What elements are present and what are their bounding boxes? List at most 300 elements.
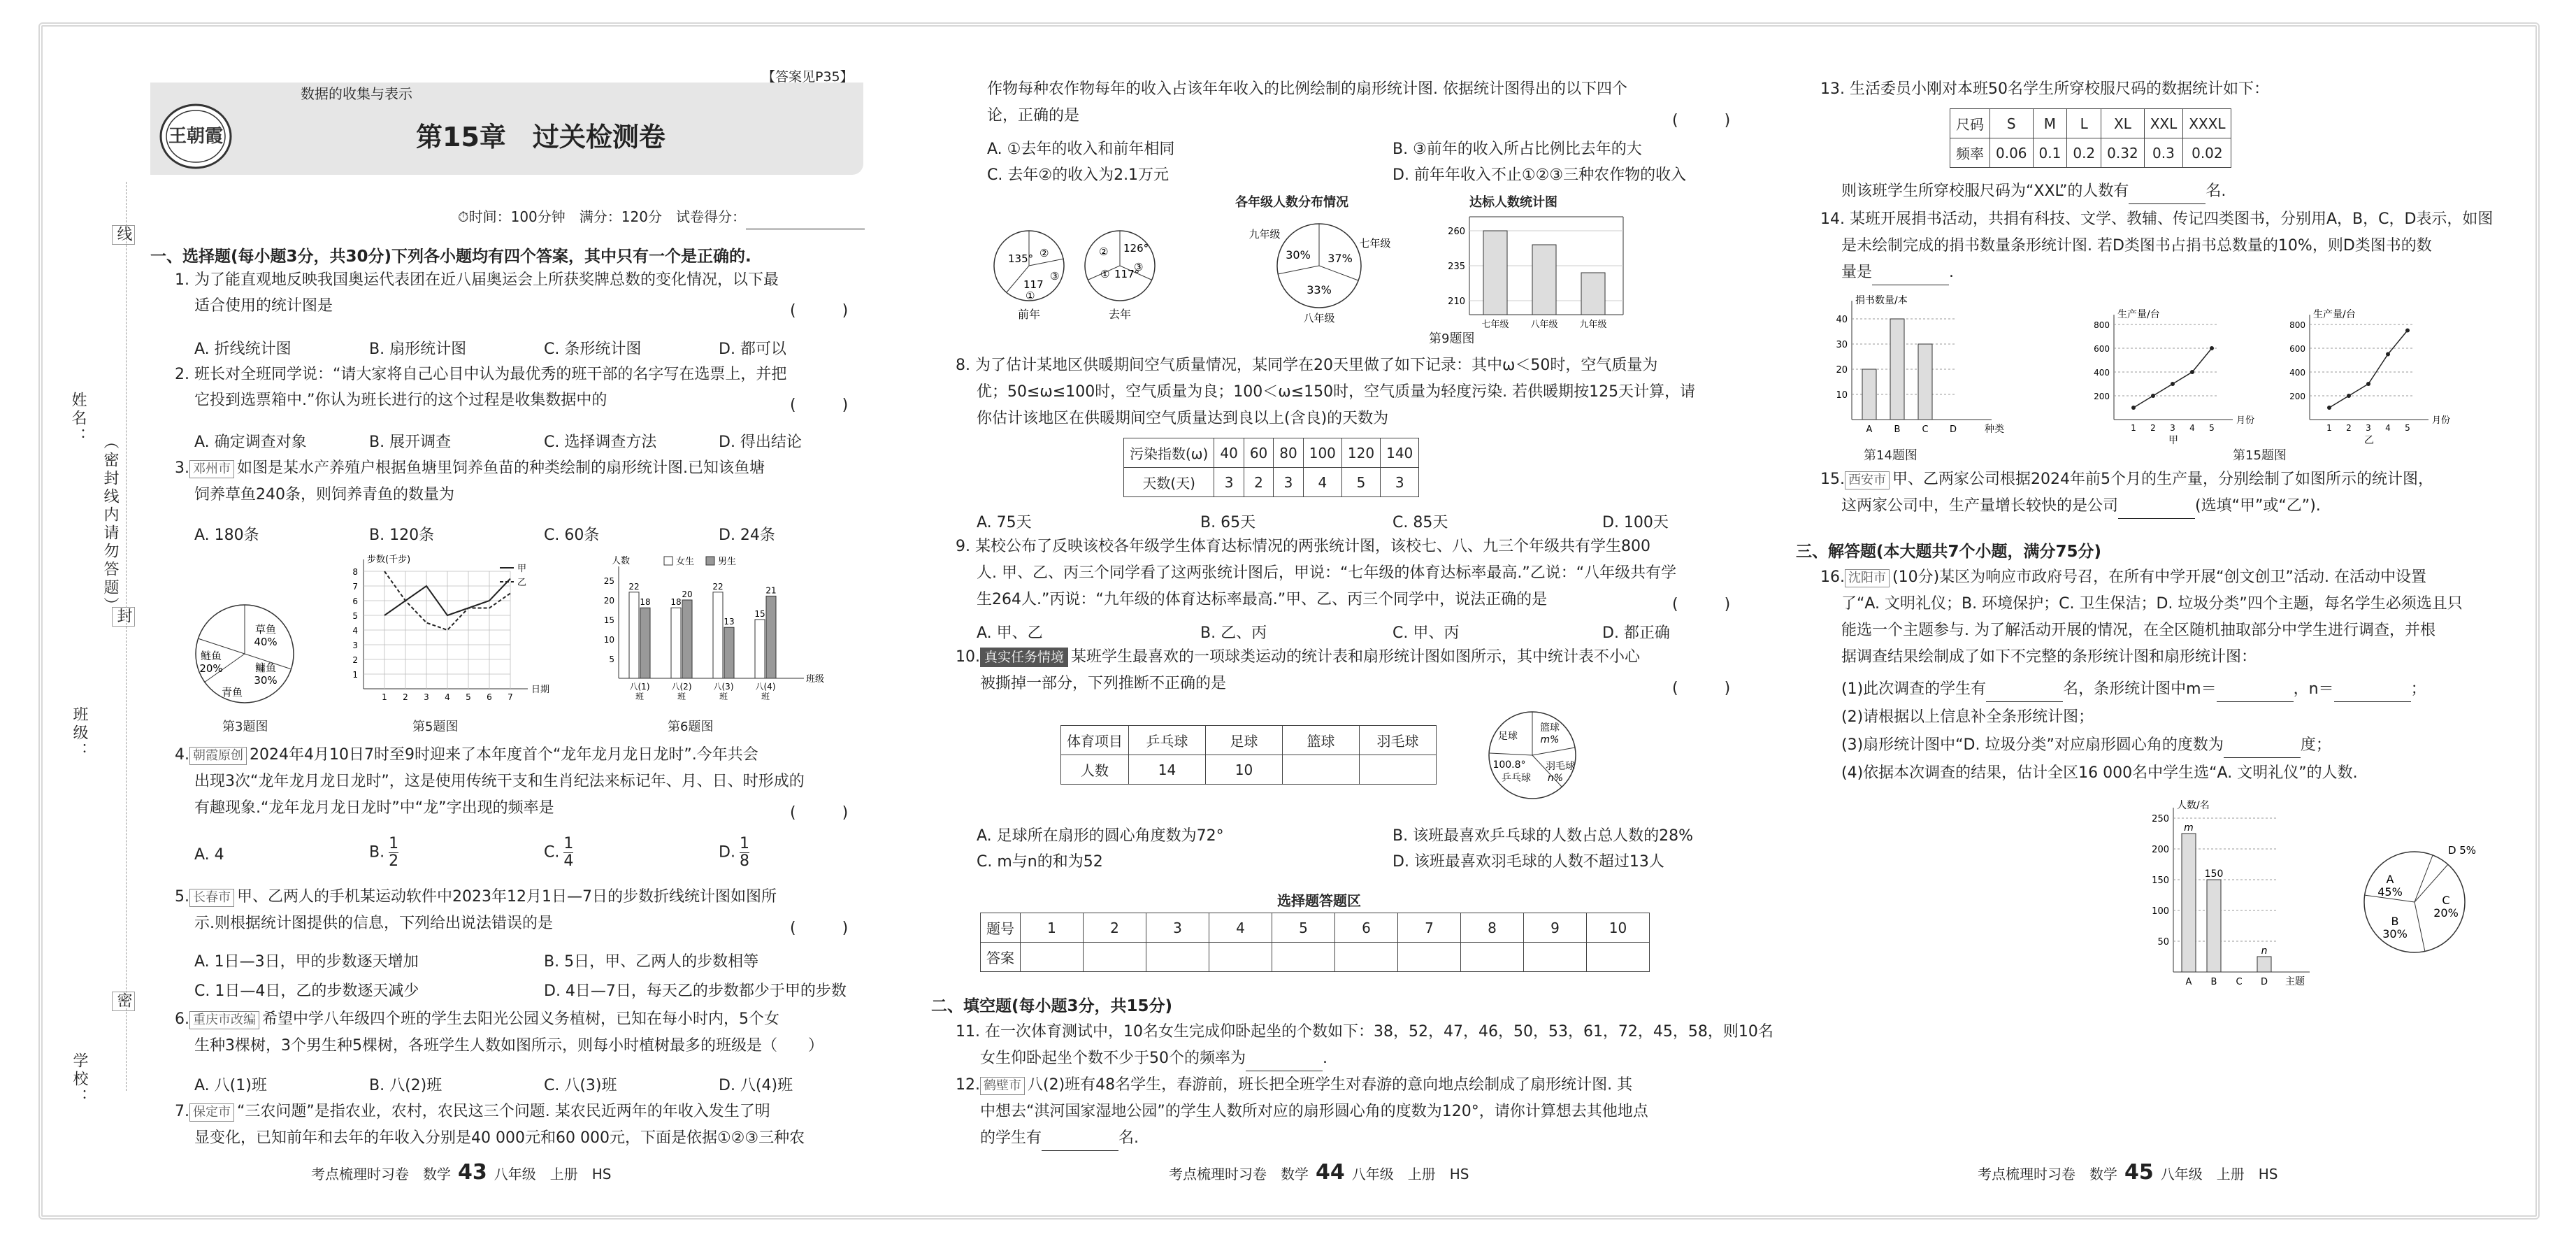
fig15-xtick: 3 [2366, 423, 2371, 433]
seal-mark-2: 封 [112, 607, 135, 627]
fig5-xtick: 4 [445, 692, 450, 702]
section-1-heading: 一、选择题(每小题3分，共30分)下列各小题均有四个答案，其中只有一个是正确的. [150, 248, 751, 266]
q3-option-d: D. 24条 [719, 527, 775, 544]
q4-line3: 有趣现象.“龙年龙月龙日龙时”中“龙”字出现的频率是 [194, 799, 554, 817]
fig15-series-name: 甲 [2168, 435, 2178, 446]
q7-line2: 显变化，已知前年和去年的年收入分别是40 000元和60 000元，下面是依据①②③三种农 [194, 1129, 805, 1147]
q10-pie-chart [1480, 703, 1585, 808]
fig6-label-girls: 22 [628, 581, 640, 592]
q13-table-cell: 0.32 [2101, 138, 2145, 168]
q2-answer-paren[interactable]: ( ) [790, 396, 849, 414]
fig16-bar [2182, 834, 2196, 972]
q13-table-cell: 0.1 [2033, 138, 2067, 168]
q12-source-tag: 鹤壁市 [980, 1077, 1025, 1095]
svg-text:33%: 33% [1307, 283, 1332, 296]
fig6-xtick: 班 [761, 692, 770, 701]
q10-table-cell: 人数 [1061, 755, 1129, 785]
q13-table-cell: XXXL [2183, 109, 2231, 138]
q6-option-b: B. 八(2)班 [369, 1077, 442, 1094]
q12-answer-blank[interactable] [1042, 1136, 1118, 1151]
fig9b-xtick: 九年级 [1579, 320, 1607, 330]
fig15-ytick: 400 [2094, 368, 2110, 378]
fig15-xtick: 2 [2346, 423, 2352, 433]
q13-table-row [1950, 109, 2231, 138]
name-label: 姓名： [69, 392, 87, 446]
fig5-xlabel: 日期 [531, 685, 550, 695]
q1-option-c: C. 条形统计图 [544, 341, 642, 358]
fig16-ytick: 200 [2152, 845, 2169, 855]
q5-line1: 5. 长春市 甲、乙两人的手机某运动软件中2023年12月1日—7日的步数折线统计图如图所 [175, 888, 777, 906]
q15-line1: 15. 西安市 甲、乙两家公司根据2024年前5个月的生产量，分别绘制了如图所示的统计图， [1820, 471, 2433, 488]
fig9b-bar [1581, 273, 1605, 315]
fig16-bar [2257, 957, 2271, 972]
q10-table-cell: 体育项目 [1061, 726, 1129, 755]
q14-line1: 14. 某班开展捐书活动，共捐有科技、文学、教辅、传记四类图书，分别用A，B，C，D表示，如图 [1820, 210, 2494, 228]
q16-part3: (3)扇形统计图中“D. 垃圾分类”对应扇形圆心角的度数为 度； [1841, 733, 2331, 758]
answer-grid-cell: 6 [1335, 913, 1398, 943]
svg-text:135°: 135° [1008, 252, 1034, 265]
fig16-ytick: 50 [2157, 937, 2169, 948]
q10-option-a: A. 足球所在扇形的圆心角度数为72° [977, 827, 1224, 845]
answer-grid-cell[interactable] [1021, 943, 1084, 972]
q7-line1: 7. 保定市 “三农问题”是指农业，农村，农民这三个问题. 某农民近两年的年收入发生了明 [175, 1103, 770, 1120]
answer-grid-cell[interactable] [1461, 943, 1524, 972]
answer-grid-cell: 1 [1021, 913, 1084, 943]
q13-table-cell: 0.2 [2067, 138, 2101, 168]
q8-table-cell: 100 [1303, 438, 1341, 468]
fig15-ytick: 600 [2289, 344, 2305, 354]
q2-option-a: A. 确定调查对象 [194, 434, 307, 451]
footer-44: 考点梳理时习卷 数学 44 八年级 上册 HS [1169, 1160, 1469, 1185]
fig5-ytick: 2 [352, 655, 358, 665]
fig5-legend-jia: 甲 [517, 564, 527, 574]
fig15-yi-line-chart [2282, 308, 2449, 444]
fig14-ytick: 40 [1836, 315, 1848, 325]
q16-part1: (1)此次调查的学生有 名，条形统计图中m＝ ，n＝ ； [1841, 677, 2426, 702]
q9-option-b: B. 乙、丙 [1200, 624, 1267, 642]
fig5-xtick: 1 [382, 692, 387, 702]
q4-line1: 4. 朝霞原创 2024年4月10日7时至9时迎来了本年度首个“龙年龙月龙日龙时”.今年共会 [175, 746, 758, 764]
q9-option-d: D. 都正确 [1602, 624, 1670, 642]
q11-line1: 11. 在一次体育测试中，10名女生完成仰卧起坐的个数如下：38，52，47，46，50，53，61，72，45，58，则10名 [956, 1023, 1773, 1041]
q1-option-d: D. 都可以 [719, 341, 786, 358]
fig15-xtick: 5 [2209, 423, 2215, 433]
q16-part4: (4)依据本次调查的结果，估计全区16 000名中学生选“A. 文明礼仪”的人数. [1841, 764, 2358, 782]
fig6-xtick: 八(3) [713, 682, 734, 692]
answer-grid-cell: 5 [1272, 913, 1335, 943]
q16-pie-chart [2345, 836, 2484, 968]
q16-part2: (2)请根据以上信息补全条形统计图； [1841, 708, 2094, 726]
q14-answer-blank[interactable] [1872, 270, 1949, 285]
q7-pie-prev-caption: 前年 [1017, 308, 1041, 321]
svg-text:126°: 126° [1123, 242, 1149, 255]
q13-table [1950, 108, 2231, 168]
q7-option-d: D. 前年年收入不止①②③三种农作物的收入 [1393, 166, 1687, 184]
answer-grid-cell[interactable] [1398, 943, 1461, 972]
fig15-xtick: 1 [2326, 423, 2332, 433]
q7-answer-paren[interactable]: ( ) [1672, 112, 1731, 129]
q11-answer-blank[interactable] [1246, 1056, 1323, 1071]
fig6-bar-boys [766, 596, 776, 678]
q8-table-cell: 3 [1381, 468, 1419, 497]
svg-text:七年级: 七年级 [1359, 237, 1391, 250]
svg-text:m%: m% [1540, 734, 1560, 745]
q3-source-tag: 邓州市 [189, 460, 234, 478]
q8-table-cell: 3 [1274, 468, 1303, 497]
q13-line1: 13. 生活委员小刚对本班50名学生所穿校服尺码的数据统计如下： [1820, 80, 2269, 98]
fig3-label-caoyu: 草鱼 [254, 623, 277, 636]
svg-text:③: ③ [1050, 270, 1060, 283]
q1-option-b: B. 扇形统计图 [369, 341, 467, 358]
q13-table-row [1950, 138, 2231, 168]
fig9-pie-title: 各年级人数分布情况 [1235, 195, 1348, 210]
fig15-point [2131, 406, 2136, 410]
q1-option-a: A. 折线统计图 [194, 341, 292, 358]
fig6-ytick: 5 [609, 655, 614, 664]
q7-option-a: A. ①去年的收入和前年相同 [987, 141, 1175, 158]
q15-answer-blank[interactable] [2118, 503, 2195, 519]
q4-answer-paren[interactable]: ( ) [790, 804, 849, 822]
q13-table-cell: 0.06 [1990, 138, 2034, 168]
fig15-xlabel: 月份 [2236, 415, 2255, 426]
q6-option-d: D. 八(4)班 [719, 1077, 793, 1094]
fig15-point [2327, 406, 2331, 410]
answer-grid-cell: 10 [1587, 913, 1650, 943]
svg-text:30%: 30% [1286, 248, 1311, 262]
footer-45: 考点梳理时习卷 数学 45 八年级 上册 HS [1978, 1160, 2278, 1185]
q4-option-a: A. 4 [194, 846, 224, 864]
fig14-caption: 第14题图 [1864, 448, 1917, 463]
q13-answer-blank[interactable] [2129, 189, 2206, 204]
fig9b-ytick: 260 [1448, 227, 1465, 237]
answer-grid-row [981, 943, 1650, 972]
fig5-ytick: 8 [352, 567, 358, 577]
fig6-label-girls: 15 [754, 609, 765, 619]
fig14-bar [1890, 319, 1904, 420]
fig3-pie-chart [189, 598, 301, 710]
q8-line1: 8. 为了估计某地区供暖期间空气质量情况，某同学在20天里做了如下记录：其中ω＜50时，空气质量为 [956, 357, 1658, 374]
answer-grid-cell[interactable] [1587, 943, 1650, 972]
fig5-ytick: 3 [352, 641, 358, 650]
q8-option-c: C. 85天 [1393, 514, 1448, 531]
q10-table-row [1061, 755, 1437, 785]
q9-line2: 人. 甲、乙、丙三个同学看了这两张统计图后，甲说：“七年级的体育达标率最高.”乙说：“八年级共有学 [977, 564, 1677, 582]
fig16-bar-label: 150 [2204, 868, 2224, 880]
fig5-ytick: 5 [352, 611, 358, 621]
fig15-xlabel: 月份 [2432, 415, 2451, 426]
class-label: 班级： [71, 706, 88, 761]
q8-table-cell: 2 [1244, 468, 1273, 497]
q4-source-tag: 朝霞原创 [189, 747, 247, 765]
fig15-jia-line-chart [2086, 308, 2254, 444]
page-number: 43 [458, 1160, 487, 1185]
q8-line3: 你估计该地区在供暖期间空气质量达到良以上(含良)的天数为 [977, 410, 1389, 427]
fig6-label-boys: 21 [765, 585, 777, 596]
fig3-label-qingyu: 青鱼 [221, 686, 243, 699]
fig15-ytick: 200 [2094, 392, 2110, 401]
fig15-xtick: 4 [2385, 423, 2391, 433]
q12-line3: 的学生有 名. [980, 1126, 1139, 1151]
school-label: 学校： [71, 1052, 88, 1107]
q16-total-blank[interactable] [1986, 687, 2063, 702]
q4-line2: 出现3次“龙年龙月龙日龙时”，这是使用传统干支和生肖纪法来标记年、月、日、时形成的 [194, 773, 805, 790]
fig6-ytick: 10 [603, 635, 614, 645]
q7-cont-line1: 作物每种农作物每年的收入占该年年收入的比例绘制的扇形统计图. 依据统计图得出的以下四个 [987, 80, 1627, 98]
fig9-pie-chart [1249, 213, 1389, 325]
answer-area-title: 选择题答题区 [1277, 892, 1361, 909]
answer-grid-cell[interactable] [1335, 943, 1398, 972]
fig9b-ytick: 210 [1448, 296, 1465, 307]
q16-line4: 据调查结果绘制成了如下不完整的条形统计图和扇形统计图： [1841, 648, 2257, 666]
fig6-label-girls: 22 [712, 581, 724, 592]
q6-line1: 6. 重庆市改编 希望中学八年级四个班的学生去阳光公园义务植树，已知在每小时内，5个女 [175, 1010, 779, 1028]
q8-table-cell: 140 [1381, 438, 1419, 468]
q16-m-blank[interactable] [2217, 687, 2294, 702]
fig9b-xtick: 七年级 [1481, 320, 1509, 330]
fig16-bar-label: m [2184, 822, 2194, 834]
svg-text:八年级: 八年级 [1303, 312, 1335, 324]
fig15-point [2151, 394, 2155, 398]
answer-grid-cell[interactable] [1209, 943, 1272, 972]
q2-option-b: B. 展开调查 [369, 434, 452, 451]
fig6-legend-boys-swatch [706, 557, 714, 565]
fig6-legend-girls: 女生 [676, 557, 695, 567]
fig6-bar-boys [640, 608, 650, 678]
fig9-bar-title: 达标人数统计图 [1469, 195, 1557, 210]
page-45 [1764, 0, 2576, 1251]
fig6-xtick: 班 [677, 692, 686, 701]
q7-pie-charts [987, 220, 1162, 325]
fig5-line-chart [336, 552, 550, 713]
fig14-ytick: 10 [1836, 390, 1848, 401]
fig15-xtick: 3 [2170, 423, 2175, 433]
answer-grid-cell: 2 [1084, 913, 1146, 943]
q12-line2: 中想去“淇河国家湿地公园”的学生人数所对应的扇形圆心角的度数为120°，请你计算想去其他地点 [980, 1103, 1648, 1120]
fig15-xtick: 4 [2189, 423, 2195, 433]
answer-grid-cell[interactable] [1524, 943, 1587, 972]
q1-answer-paren[interactable]: ( ) [790, 302, 849, 320]
svg-text:45%: 45% [2377, 885, 2403, 899]
fig5-ytick: 6 [352, 596, 358, 606]
fig14-xlabel: 种类 [1985, 424, 2004, 435]
svg-text:n%: n% [1547, 773, 1564, 784]
answer-grid-cell[interactable] [1272, 943, 1335, 972]
q8-table-cell: 3 [1214, 468, 1244, 497]
svg-text:乒乓球: 乒乓球 [1502, 773, 1531, 784]
fig9b-ytick: 235 [1448, 262, 1465, 272]
q16-line2: 了“A. 文明礼仪；B. 环境保护；C. 卫生保洁；D. 垃圾分类”四个主题，每名学生必须选且只 [1841, 595, 2463, 613]
q9-option-a: A. 甲、乙 [977, 624, 1043, 642]
q10-answer-paren[interactable]: ( ) [1672, 680, 1731, 697]
fig5-xtick: 2 [403, 692, 408, 702]
fig15-xtick: 5 [2405, 423, 2410, 433]
fig15-ylabel: 生产量/台 [2117, 309, 2160, 320]
answer-reference: 【答案见P35】 [762, 69, 854, 85]
fig14-ytick: 30 [1836, 340, 1848, 350]
q8-line2: 优；50≤ω≤100时，空气质量为良；100＜ω≤150时，空气质量为轻度污染. 若供暖期按125天计算，请 [977, 383, 1696, 401]
q10-table [1060, 725, 1437, 785]
fig6-ylabel: 人数 [612, 556, 631, 566]
q12-line1: 12. 鹤壁市 八(2)班有48名学生，春游前，班长把全班学生对春游的意向地点绘制成了扇形统计图. 其 [956, 1076, 1633, 1094]
q8-table-cell: 污染指数(ω) [1124, 438, 1214, 468]
q16-angle-blank[interactable] [2224, 743, 2301, 758]
fig6-bar-boys [724, 627, 734, 678]
fig16-ytick: 250 [2152, 814, 2169, 824]
svg-text:A: A [2386, 873, 2394, 886]
q8-table-cell: 60 [1244, 438, 1273, 468]
q3-option-a: A. 180条 [194, 527, 259, 544]
svg-text:37%: 37% [1327, 252, 1353, 265]
q11-line2: 女生仰卧起坐个数不少于50个的频率为 . [980, 1046, 1327, 1071]
answer-grid-cell[interactable] [1084, 943, 1146, 972]
fig6-xtick: 八(1) [629, 682, 650, 692]
q16-line1: 16. 沈阳市 (10分)某区为响应市政府号召，在所有中学开展“创文创卫”活动. 在活动中设置 [1820, 569, 2426, 586]
answer-grid-cell: 9 [1524, 913, 1587, 943]
q9-line3: 生264人.”丙说：“九年级的体育达标率最高.”甲、乙、丙三个同学中，说法正确的是 [977, 591, 1548, 608]
q10-table-cell: 10 [1206, 755, 1283, 785]
svg-text:足球: 足球 [1498, 731, 1518, 742]
q16-bar-chart [2135, 797, 2331, 993]
fig6-legend-boys: 男生 [718, 557, 737, 567]
q1-line1: 1. 为了能直观地反映我国奥运代表团在近八届奥运会上所获奖牌总数的变化情况，以下最 [175, 271, 779, 289]
seal-mark-1: 线 [112, 225, 135, 245]
q8-table [1123, 438, 1419, 497]
fig14-xtick: A [1866, 424, 1873, 435]
q8-table-cell: 4 [1303, 468, 1341, 497]
q5-answer-paren[interactable]: ( ) [790, 920, 849, 937]
q10-table-cell [1283, 755, 1360, 785]
q2-option-d: D. 得出结论 [719, 434, 802, 451]
svg-text:③: ③ [1134, 261, 1144, 273]
fig9-bar-chart [1434, 210, 1630, 329]
q15-line2: 这两家公司中，生产量增长较快的是公司 (选填“甲”或“乙”). [1841, 494, 2321, 519]
svg-text:九年级: 九年级 [1249, 228, 1281, 241]
q3-line2: 饲养草鱼240条，则饲养青鱼的数量为 [194, 486, 454, 503]
q6-source-tag: 重庆市改编 [189, 1011, 259, 1029]
q8-table-row [1124, 438, 1419, 468]
fig6-label-boys: 18 [640, 597, 651, 608]
fig14-ylabel: 捐书数量/本 [1855, 295, 1908, 306]
fig16-bar-label: n [2261, 945, 2268, 957]
svg-text:117°: 117° [1114, 268, 1140, 280]
q7-option-b: B. ③前年的收入所占比例比去年的大 [1393, 141, 1642, 158]
fig16-xtick: A [2185, 977, 2192, 987]
q5-option-a: A. 1日—3日，甲的步数逐天增加 [194, 953, 419, 971]
q9-line1: 9. 某校公布了反映该校各年级学生体育达标情况的两张统计图，该校七、八、九三个年级共有学生800 [956, 538, 1650, 555]
answer-grid [980, 913, 1650, 972]
answer-grid-cell: 4 [1209, 913, 1272, 943]
fig3-label-lianyu: 鲢鱼 [200, 650, 222, 662]
svg-text:20%: 20% [199, 662, 223, 675]
fig6-xtick: 八(4) [755, 682, 776, 692]
fig6-ytick: 25 [603, 576, 614, 586]
q10-table-cell: 篮球 [1283, 726, 1360, 755]
q3-line1: 3. 邓州市 如图是某水产养殖户根据鱼塘里饲养鱼苗的种类绘制的扇形统计图.已知该鱼塘 [175, 459, 765, 477]
q15-source-tag: 西安市 [1845, 471, 1890, 489]
svg-text:C: C [2442, 894, 2450, 907]
q9-answer-paren[interactable]: ( ) [1672, 596, 1731, 613]
fig14-xtick: D [1949, 424, 1957, 435]
q5-option-d: D. 4日—7日，每天乙的步数都少于甲的步数 [544, 982, 847, 1000]
fig6-bar-girls [671, 608, 681, 678]
fig6-bar-boys [682, 600, 692, 678]
q5-line2: 示.则根据统计图提供的信息，下列给出说法错误的是 [194, 915, 553, 932]
q8-table-cell: 40 [1214, 438, 1244, 468]
fig15-xtick: 1 [2131, 423, 2136, 433]
fig6-xtick: 班 [635, 692, 645, 701]
svg-text:②: ② [1099, 245, 1109, 258]
q7-cont-line2: 论，正确的是 [987, 107, 1080, 124]
fig5-xtick: 6 [487, 692, 492, 702]
fig15-ytick: 400 [2289, 368, 2305, 378]
q8-table-row [1124, 468, 1419, 497]
q10-table-row [1061, 726, 1437, 755]
fig15-ytick: 200 [2289, 392, 2305, 401]
fig15-ytick: 800 [2289, 320, 2305, 330]
q9-option-c: C. 甲、丙 [1393, 624, 1460, 642]
score-blank[interactable] [746, 214, 865, 229]
fig6-bar-girls [629, 592, 639, 678]
svg-text:王朝霞: 王朝霞 [168, 126, 224, 147]
fig14-xtick: B [1894, 424, 1901, 435]
q10-table-cell: 14 [1129, 755, 1206, 785]
fig14-bar-chart [1820, 294, 2016, 448]
seal-note: （密封线内请勿答题） [101, 434, 119, 615]
fig6-ytick: 20 [603, 596, 614, 606]
svg-text:30%: 30% [254, 674, 278, 687]
q3-option-c: C. 60条 [544, 527, 600, 544]
fig9b-bar [1532, 245, 1556, 315]
fig15-ytick: 600 [2094, 344, 2110, 354]
q10-table-cell: 足球 [1206, 726, 1283, 755]
q10-option-d: D. 该班最喜欢羽毛球的人数不超过13人 [1393, 853, 1664, 871]
chapter-title: 第15章 过关检测卷 [416, 122, 665, 152]
q6-option-c: C. 八(3)班 [544, 1077, 617, 1094]
fig3-caption: 第3题图 [222, 720, 268, 734]
footer-43: 考点梳理时习卷 数学 43 八年级 上册 HS [311, 1160, 612, 1185]
section-3-heading: 三、解答题(本大题共7个小题，满分75分) [1796, 543, 2102, 561]
topic-label: 数据的收集与表示 [301, 85, 412, 102]
fig5-ytick: 1 [352, 670, 358, 680]
q2-line1: 2. 班长对全班同学说：“请大家将自己心目中认为最优秀的班干部的名字写在选票上，并把 [175, 366, 787, 383]
q7-source-tag: 保定市 [189, 1103, 234, 1122]
answer-grid-cell: 答案 [981, 943, 1021, 972]
answer-grid-cell: 3 [1146, 913, 1209, 943]
svg-text:20%: 20% [2433, 906, 2459, 920]
q10-context-tag: 真实任务情境 [980, 648, 1068, 667]
q1-line2: 适合使用的统计图是 [194, 297, 333, 315]
q10-option-c: C. m与n的和为52 [977, 853, 1103, 871]
fig5-xtick: 5 [466, 692, 471, 702]
fig15-point [2405, 329, 2410, 333]
answer-grid-cell[interactable] [1146, 943, 1209, 972]
fig14-xtick: C [1922, 424, 1929, 435]
q5-option-b: B. 5日，甲、乙两人的步数相等 [544, 953, 759, 971]
q8-table-cell: 120 [1341, 438, 1380, 468]
fig15-point [2190, 370, 2194, 374]
q16-n-blank[interactable] [2334, 687, 2411, 702]
fig9b-bar [1483, 231, 1507, 315]
q13-table-cell: S [1990, 109, 2034, 138]
fig6-bar-girls [713, 592, 723, 678]
fig15-point [2210, 346, 2214, 350]
q13-line2: 则该班学生所穿校服尺码为“XXL”的人数有 名. [1841, 179, 2226, 204]
seal-line [126, 182, 127, 1091]
fig6-label-boys: 13 [724, 617, 735, 627]
fig16-bar [2207, 880, 2221, 972]
fig6-ytick: 15 [603, 615, 614, 625]
q13-table-cell: L [2067, 109, 2101, 138]
